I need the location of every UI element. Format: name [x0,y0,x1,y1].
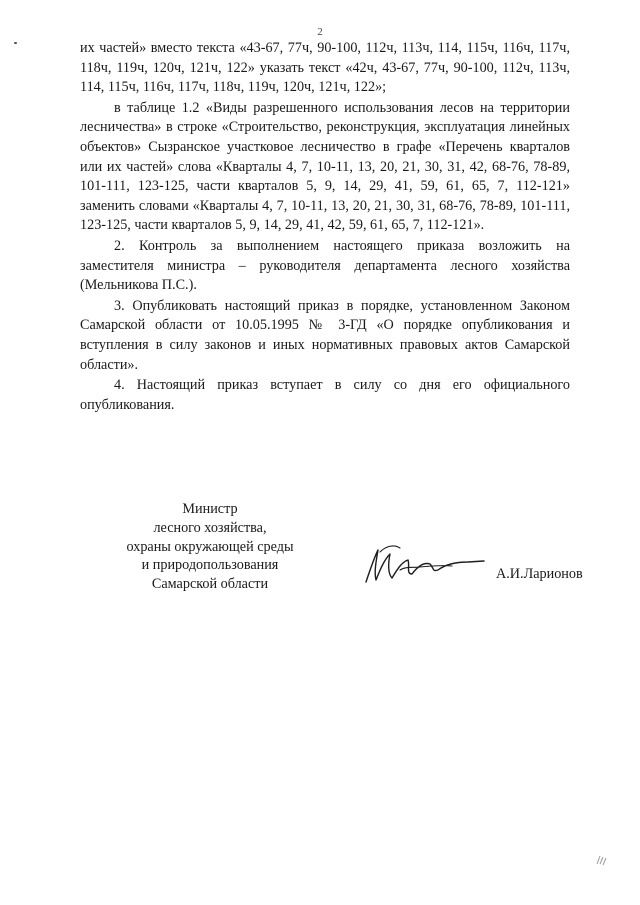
signatory-title-line: лесного хозяйства, [153,519,267,536]
paragraph-item-4: 4. Настоящий приказ вступает в силу со дня его официального опубликования. [80,377,570,413]
paragraph-continuation: их частей» вместо текста «43-67, 77ч, 90-100, 112ч, 113ч, 114, 115ч, 116ч, 117ч, 118ч, 119ч, 120ч, 121ч, 122» указать текст «42ч, 43-67, 77ч, 90-100, 112ч, 113ч, 114, 115ч, 116ч, 117ч, 118ч, 119ч, 120ч, 121ч, 122»; [80,40,570,96]
signatory-title-line: Министр [182,501,238,517]
paragraph-table-amendment: в таблице 1.2 «Виды разрешенного использования лесов на территории лесничества» в строке «Строительство, реконструкция, эксплуатация линейных объектов» Сызранское участковое лесничество в графе «Перечень кварталов или их частей» слова «Кварталы 4, 7, 10-11, 13, 20, 21, 30, 31, 42, 68-76, 78-89, 101-111, 123-125, части кварталов 5, 9, 14, 29, 41, 59, 61, 65, 7, 112-121» заменить словами «Кварталы 4, 7, 10-11, 13, 20, 21, 30, 31, 68-76, 78-89, 101-111, 123-125, части кварталов 5, 9, 14, 29, 41, 42, 59, 61, 65, 7, 112-121». [80,99,570,234]
paragraph-item-3: 3. Опубликовать настоящий приказ в порядке, установленном Законом Самарской области от 10.05.1995 № 3-ГД «О порядке опубликования и вступления в силу законов и иных нормативных правовых актов Самарской области». [80,297,570,373]
page-number: 2 [317,26,323,38]
signatory-title-block [100,500,320,594]
signatory-title-line: охраны окружающей среды [126,538,294,555]
handwritten-signature [360,540,490,588]
paragraph-item-2: 2. Контроль за выполнением настоящего приказа возложить на заместителя министра – руководителя департамента лесного хозяйства (Мельникова П.С.). [80,237,570,294]
scan-artifact-mark [594,852,610,868]
signer-name: А.И.Ларионов [496,566,583,582]
document-body [80,39,570,415]
signatory-title-line: и природопользования [141,557,279,574]
scan-speck [14,42,17,44]
signatory-title-line: Самарской области [151,576,269,593]
